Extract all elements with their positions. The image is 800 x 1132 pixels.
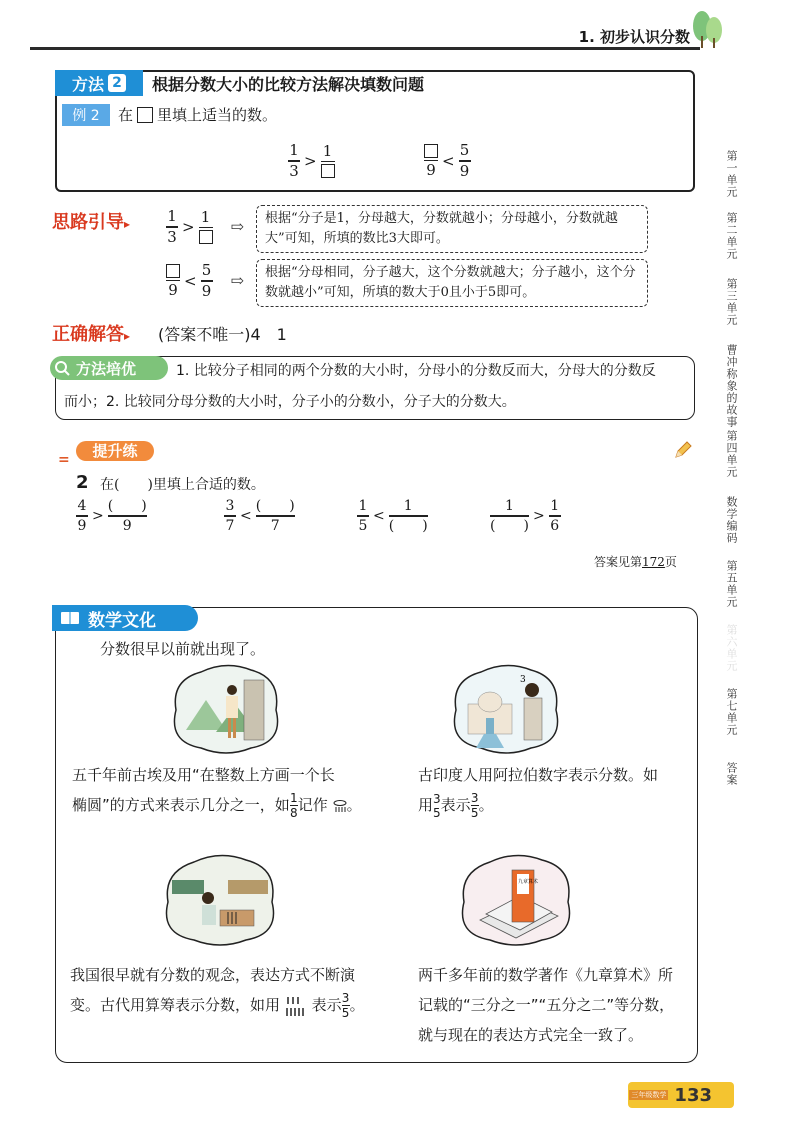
fraction: $\frac{3}{5}$ [470, 791, 479, 820]
practice-problem-1[interactable]: 4 9 > ( ) 9 [77, 498, 147, 534]
magnifier-icon [54, 360, 70, 376]
blank-box [137, 107, 153, 123]
book-icon [60, 610, 80, 626]
page-series-label: 三年级数学 [631, 1091, 667, 1099]
side-tab-unit6[interactable]: 第六单元 [725, 624, 738, 672]
fraction: $\frac{3}{5}$ [341, 991, 350, 1020]
egypt-illustration [166, 660, 284, 758]
fraction: 9 [424, 143, 438, 180]
side-tab-unit1[interactable]: 第一单元 [725, 150, 738, 198]
china-illustration [158, 850, 282, 950]
question-text: 在( )里填上合适的数。 [100, 477, 265, 493]
culture-badge: 数学文化 [52, 605, 198, 631]
practice-badge: 提升练 [76, 441, 154, 461]
illustration-number: 3 [520, 675, 526, 685]
book-cover-title: 九章算术 [518, 879, 539, 885]
page-number-badge [628, 1082, 734, 1108]
fraction: 1 [321, 143, 335, 180]
example-text-before: 在 [118, 106, 134, 124]
arrow-right-icon: ⇨ [230, 217, 244, 237]
fraction: $\frac{1}{3}$ [289, 141, 299, 180]
practice-problem-3[interactable]: 1 5 < 1 ( ) [358, 498, 428, 534]
china-text: 我国很早就有分数的观念，表达方式不断演 变。古代用算筹表示分数，如用 表示 $\frac{3}{5}$ 。 [70, 966, 365, 1020]
indian-fraction: 3 5 [433, 791, 441, 820]
fraction: $\frac{5}{9}$ [459, 141, 470, 180]
india-text: 古印度人用阿拉伯数字表示分数。如 用 3 5 表示 $\frac{3}{5}$ 。 [418, 766, 659, 820]
side-tab-unit3[interactable]: 第三单元 [725, 278, 738, 326]
practice-dash: = [58, 452, 70, 468]
fraction: $\frac{1}{8}$ [289, 791, 298, 820]
india-illustration [446, 660, 564, 758]
method-title: 根据分数大小的比较方法解决填数问题 [152, 75, 425, 94]
example-instruction [118, 104, 277, 125]
operator: < [442, 151, 455, 170]
side-tab-story[interactable]: 曹冲称象的故事 [725, 344, 738, 428]
side-tab-unit5[interactable]: 第五单元 [725, 560, 738, 608]
counting-rod-glyph [285, 995, 307, 1017]
practice-problem-2[interactable]: 3 7 < ( ) 7 [225, 498, 295, 534]
thinking-inequality-1: $\frac{1}{3}$ > 1 ⇨ [167, 207, 244, 246]
method-badge-label: 方法 [71, 74, 104, 94]
side-tab-answers[interactable]: 答案 [725, 762, 738, 786]
operator: > [304, 151, 317, 170]
answer-reference[interactable]: 答案见第172页 [594, 555, 677, 569]
blank-box [166, 264, 180, 278]
blank-box [199, 230, 213, 244]
tree-icon [688, 8, 728, 50]
nine-chapters-text: 两千多年前的数学著作《九章算术》所 记载的“三分之一”“五分之二”等分数， 就与现在的表达方式完全一致了。 [418, 966, 675, 1044]
header-rule [30, 47, 700, 50]
example-badge: 例 2 [62, 104, 110, 126]
answer-label: 正确解答▸ [52, 324, 131, 345]
side-tab-unit4[interactable]: 第四单元 [725, 430, 738, 478]
egypt-text: 五千年前古埃及用“在整数上方画一个长 椭圆”的方式来表示几分之一，如 $\frac{1}{8}$ 记作 。 [72, 766, 362, 820]
egyptian-fraction-glyph [333, 799, 347, 813]
hint-box-2: 根据“分母相同，分子越大，这个分数就越大；分子越小，这个分数就越小”可知，所填的数大于0且小于5即可。 [256, 259, 648, 307]
example-text-after: 里填上适当的数。 [157, 106, 278, 124]
answer-text: (答案不唯一)4 1 [158, 325, 287, 344]
thinking-inequality-2: 9 < $\frac{5}{9}$ ⇨ [166, 262, 244, 300]
thinking-label: 思路引导▸ [52, 212, 131, 233]
arrow-right-icon: ⇨ [230, 271, 244, 291]
blank-box [424, 144, 438, 158]
hint-box-1: 根据“分子是1，分母越大，分数就越小；分母越小，分数就越大”可知，所填的数比3大即可。 [256, 205, 648, 253]
example-inequality-1 [288, 142, 335, 180]
example-inequality-2 [424, 142, 471, 180]
blank-box [321, 164, 335, 178]
practice-problem-4[interactable]: 1 ( ) > 1 6 [490, 498, 560, 534]
page-number: 133 [674, 1084, 712, 1106]
chapter-title: 1. 初步认识分数 [578, 28, 690, 46]
side-tab-coding[interactable]: 数学编码 [725, 496, 738, 544]
side-tab-unit7[interactable]: 第七单元 [725, 688, 738, 736]
culture-intro: 分数很早以前就出现了。 [100, 640, 266, 658]
pencil-icon [673, 440, 693, 460]
side-tab-unit2[interactable]: 第二单元 [725, 212, 738, 260]
training-badge: 方法培优 [50, 356, 168, 380]
question-number: 2 [76, 472, 89, 493]
training-text-line2: 而小；2. 比较同分母分数的大小时，分子小的分数小，分子大的分数大。 [64, 394, 516, 410]
method-badge [55, 70, 143, 96]
nine-chapters-illustration [454, 850, 578, 950]
method-number: 2 [108, 74, 126, 92]
training-text-line1: 1. 比较分子相同的两个分数的大小时，分母小的分数反而大，分母大的分数反 [176, 363, 656, 379]
